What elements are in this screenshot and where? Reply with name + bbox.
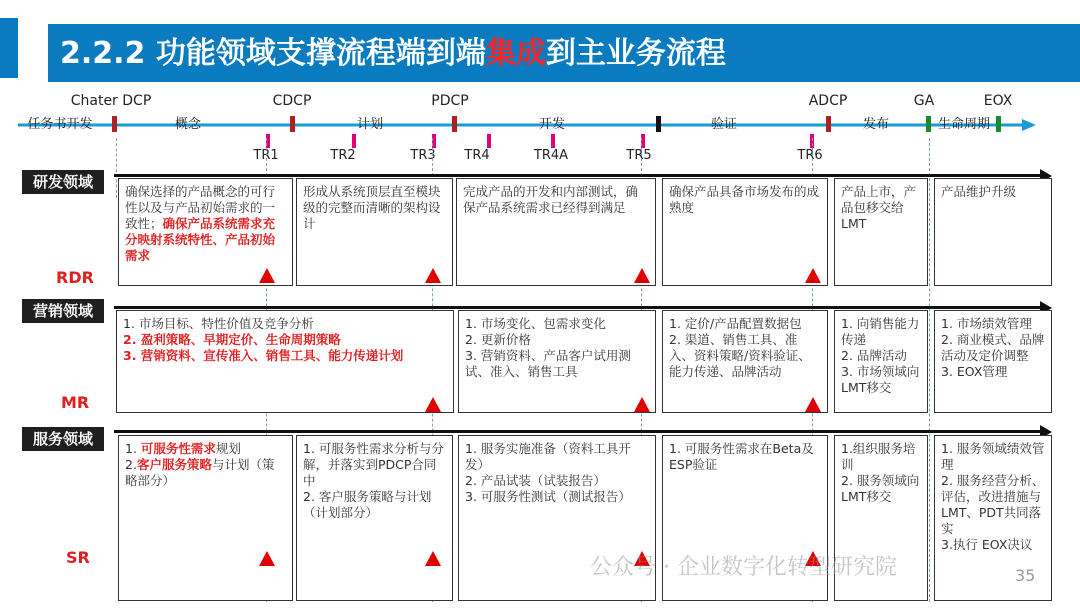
triangle-marker [805, 397, 821, 412]
cell-line: 2. 服务经营分析、评估，改进措施与LMT、PDT共同落实 [941, 473, 1045, 536]
cell-text-highlight: 客户服务策略 [136, 457, 212, 472]
cell-text-highlight: 可服务性需求 [140, 441, 216, 456]
cell-line: 3. 市场领域向LMT移交 [841, 364, 920, 395]
cell-text: 完成产品的开发和内部测试，确保产品系统需求已经得到满足 [463, 184, 639, 215]
milestone-tick [290, 116, 295, 132]
page-number: 35 [1015, 566, 1036, 585]
cell-line: 3. 可服务性测试（测试报告） [465, 489, 631, 504]
watermark: 公众号 · 企业数字化转型研究院 [590, 555, 897, 580]
cell-text: 产品维护升级 [941, 184, 1017, 199]
svc-concept-cell [118, 435, 293, 601]
tr4a-label: TR4A [533, 148, 569, 163]
milestone-ga: GA [913, 93, 935, 109]
svc-plan-cell [296, 435, 453, 601]
milestone-tick [656, 116, 661, 132]
cell-line: 1.组织服务培训 [841, 441, 916, 472]
cell-line-highlight: 2. 盈利策略、早期定价、生命周期策略 [123, 332, 341, 347]
phase-develop: 开发 [538, 117, 566, 132]
triangle-marker [425, 268, 441, 283]
milestone-cdcp: CDCP [272, 93, 312, 109]
cell-line: 2. 渠道、销售工具、准入、资料策略/资料验证、能力传递、品牌活动 [669, 332, 811, 379]
role-mr: MR [61, 393, 90, 412]
role-sr: SR [66, 548, 90, 567]
mkt-verify-cell [662, 310, 828, 413]
milestone-tick [112, 116, 117, 132]
cell-line: 3.执行 EOX决议 [941, 537, 1033, 552]
cell-line: 1. 市场变化、包需求变化 [465, 316, 606, 331]
triangle-marker [805, 268, 821, 283]
phase-plan: 计划 [356, 117, 384, 132]
cell-line: 2. 更新价格 [465, 332, 531, 347]
lane-arrow-rd [114, 174, 1040, 177]
domain-marketing: 营销领域 [22, 299, 104, 323]
phase-launch: 发布 [862, 117, 890, 132]
phase-concept: 概念 [174, 117, 202, 132]
cell-line: 1. 可服务性需求分析与分解，并落实到PDCP合同中 [303, 441, 444, 488]
cell-text-highlight: 确保产品系统需求充分映射系统特性、产品初始需求 [125, 216, 276, 263]
role-rdr: RDR [56, 268, 94, 287]
tr4-label: TR4 [464, 148, 490, 163]
triangle-marker [259, 551, 275, 566]
cell-line: 2.客户服务策略与计划（策略部分） [125, 457, 275, 488]
title-accent [0, 18, 18, 78]
cell-line: 1. 定价/产品配置数据包 [669, 316, 802, 331]
cell-line: 1. 服务实施准备（资料工具开发） [465, 441, 631, 472]
cell-line: 2. 商业模式、品牌活动及定价调整 [941, 332, 1045, 363]
cell-line: 1. 市场目标、特性价值及竞争分析 [123, 316, 314, 331]
guide-line [116, 138, 117, 198]
tr3-label: TR3 [410, 148, 436, 163]
cell-line: 1. 服务领域绩效管理 [941, 441, 1045, 472]
domain-service: 服务领域 [22, 427, 104, 451]
cell-text: 产品上市，产品包移交给LMT [841, 184, 917, 231]
triangle-marker [425, 397, 441, 412]
triangle-marker [634, 268, 650, 283]
cell-text: 确保产品具备市场发布的成熟度 [669, 184, 820, 215]
cell-line: 3. EOX管理 [941, 364, 1008, 379]
milestone-pdcp: PDCP [431, 93, 469, 109]
mkt-launch-cell [834, 310, 928, 413]
triangle-marker [425, 551, 441, 566]
tr6-label: TR6 [797, 148, 823, 163]
mkt-lifecycle-cell [934, 310, 1052, 413]
cell-line: 1. 向销售能力传递 [841, 316, 920, 347]
cell-line: 2. 产品试装（试装报告） [465, 473, 606, 488]
milestone-tick [452, 116, 457, 132]
tr-marker [352, 134, 356, 148]
milestone-charter-dcp: Chater DCP [70, 93, 152, 109]
tr2-label: TR2 [330, 148, 356, 163]
phase-lifecycle: 生命周期 [937, 117, 991, 132]
cell-line: 3. 营销资料、产品客户试用测试、准入、销售工具 [465, 348, 631, 379]
cell-text: 确保选择的产品概念的可行性以及与产品初始需求的一致性； [125, 184, 276, 231]
rd-develop-cell [456, 178, 656, 286]
cell-line: 2. 服务领域向LMT移交 [841, 473, 920, 504]
cell-line: 2. 品牌活动 [841, 348, 907, 363]
phase-charter: 任务书开发 [27, 117, 93, 132]
cell-text: 形成从系统顶层直至模块级的完整而清晰的架构设计 [303, 184, 441, 231]
lane-arrow-service [114, 430, 1040, 433]
tr-marker [551, 134, 555, 148]
domain-rd: 研发领域 [22, 170, 104, 194]
milestone-tick [996, 116, 1001, 132]
milestone-tick [826, 116, 831, 132]
mkt-concept-plan-cell [116, 310, 454, 413]
tr-marker [487, 134, 491, 148]
milestone-adcp: ADCP [808, 93, 848, 109]
rd-launch-cell [834, 178, 928, 286]
rd-lifecycle-cell [934, 178, 1052, 286]
cell-line: 1. 市场绩效管理 [941, 316, 1032, 331]
phase-verify: 验证 [710, 117, 738, 132]
cell-line: 1. 可服务性需求规划 [125, 441, 241, 456]
mkt-develop-cell [458, 310, 656, 413]
milestone-tick [926, 116, 931, 132]
guide-line [929, 138, 930, 602]
tr1-label: TR1 [253, 148, 279, 163]
cell-line: 2. 客户服务策略与计划（计划部分） [303, 489, 432, 520]
lane-arrow-marketing [114, 306, 1040, 309]
milestone-eox: EOX [983, 93, 1013, 109]
cell-line-highlight: 3. 营销资料、宣传准入、销售工具、能力传递计划 [123, 348, 404, 363]
tr5-label: TR5 [626, 148, 652, 163]
triangle-marker [634, 397, 650, 412]
triangle-marker [259, 268, 275, 283]
page-title: 2.2.2 功能领域支撑流程端到端集成到主业务流程 [60, 36, 726, 71]
rd-verify-cell [662, 178, 828, 286]
cell-line: 1. 可服务性需求在Beta及ESP验证 [669, 441, 814, 472]
